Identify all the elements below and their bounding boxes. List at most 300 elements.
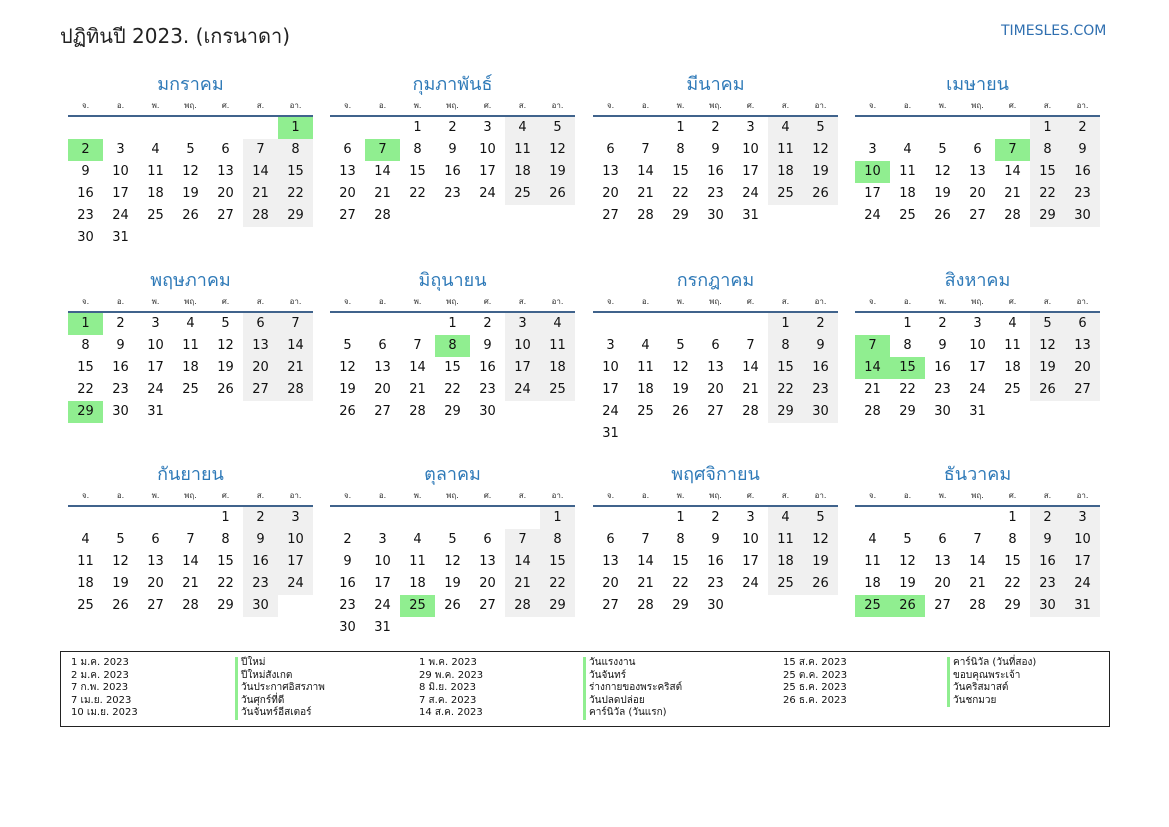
day-cell: 29 — [217, 598, 234, 613]
day-cell: 21 — [742, 382, 759, 397]
day-cell: 31 — [742, 208, 759, 223]
day-cell: 14 — [969, 554, 986, 569]
day-cell: 24 — [864, 208, 881, 223]
day-cell: 20 — [1065, 357, 1100, 379]
weekday-label: อ. — [116, 491, 125, 500]
day-cell: 27 — [1065, 379, 1100, 401]
day-cell: 3 — [151, 316, 160, 331]
day-cell: 16 — [1065, 161, 1100, 183]
day-cell: 17 — [278, 551, 313, 573]
weekday-label: ศ. — [483, 101, 492, 110]
empty-cell — [995, 117, 1030, 139]
holiday-name: ร่างกายของพระคริสต์ — [583, 682, 682, 695]
day-cell: 6 — [606, 142, 615, 157]
day-cell: 13 — [1065, 335, 1100, 357]
day-cell: 11 — [899, 164, 916, 179]
holiday-name: ขอบคุณพระเจ้า — [947, 670, 1020, 683]
holiday-date: 29 พ.ค. 2023 — [419, 669, 484, 681]
day-grid — [330, 117, 575, 227]
day-cell: 20 — [602, 576, 619, 591]
day-cell: 10 — [742, 532, 759, 547]
weekday-label: พ. — [413, 101, 422, 110]
day-cell: 27 — [707, 404, 724, 419]
day-cell: 2 — [448, 120, 457, 135]
holiday-legend — [60, 651, 1110, 727]
empty-cell — [365, 507, 400, 529]
empty-cell — [593, 117, 628, 139]
day-cell: 10 — [479, 142, 496, 157]
legend-row — [71, 707, 325, 720]
day-cell: 30 — [707, 598, 724, 613]
day-cell: 23 — [707, 576, 724, 591]
holiday-day-cell: 25 — [400, 595, 435, 617]
day-cell: 25 — [77, 598, 94, 613]
holiday-name: วันจันทร์อีสเตอร์ — [235, 707, 312, 720]
weekday-label: จ. — [343, 101, 352, 110]
day-cell: 19 — [803, 551, 838, 573]
day-cell: 17 — [479, 164, 496, 179]
day-cell: 7 — [186, 532, 195, 547]
day-cell: 28 — [505, 595, 540, 617]
day-cell: 7 — [278, 313, 313, 335]
day-cell: 20 — [374, 382, 391, 397]
month-block — [855, 267, 1100, 423]
day-cell: 11 — [505, 139, 540, 161]
weekday-label: ส. — [1043, 101, 1052, 110]
holiday-day-cell: 1 — [278, 117, 313, 139]
holiday-name: คาร์นิวัล (วันที่สอง) — [947, 657, 1036, 670]
holiday-date: 7 เม.ย. 2023 — [71, 694, 132, 706]
day-cell: 22 — [217, 576, 234, 591]
holiday-date: 1 พ.ค. 2023 — [419, 657, 477, 668]
legend-row — [783, 670, 1036, 683]
empty-cell — [925, 117, 960, 139]
day-cell: 7 — [746, 338, 755, 353]
day-cell: 30 — [803, 401, 838, 423]
day-grid — [68, 313, 313, 423]
holiday-date: 26 ธ.ค. 2023 — [783, 694, 847, 706]
page-title: ปฏิทินปี 2023. (เกรนาดา) — [60, 24, 291, 48]
day-cell: 7 — [641, 142, 650, 157]
day-cell: 13 — [339, 164, 356, 179]
weekday-label: พฤ. — [184, 491, 197, 500]
day-cell: 1 — [221, 510, 230, 525]
day-cell: 25 — [540, 379, 575, 401]
weekday-label: ศ. — [483, 491, 492, 500]
day-cell: 11 — [1004, 338, 1021, 353]
day-cell: 20 — [602, 186, 619, 201]
day-cell: 2 — [116, 316, 125, 331]
day-cell: 5 — [221, 316, 230, 331]
day-cell: 28 — [969, 598, 986, 613]
day-cell: 31 — [1065, 595, 1100, 617]
holiday-day-cell: 10 — [855, 161, 890, 183]
day-cell: 31 — [147, 404, 164, 419]
day-cell: 11 — [147, 164, 164, 179]
holiday-day-cell: 1 — [68, 313, 103, 335]
day-cell: 31 — [374, 620, 391, 635]
day-cell: 30 — [479, 404, 496, 419]
day-cell: 3 — [868, 142, 877, 157]
day-cell: 4 — [768, 117, 803, 139]
weekday-header — [68, 489, 313, 505]
day-cell: 19 — [672, 382, 689, 397]
day-cell: 15 — [1030, 161, 1065, 183]
day-cell: 31 — [969, 404, 986, 419]
day-cell: 1 — [448, 316, 457, 331]
day-cell: 22 — [409, 186, 426, 201]
day-cell: 20 — [934, 576, 951, 591]
month-name: กรกฎาคม — [676, 270, 755, 291]
weekday-label: อา. — [551, 297, 564, 306]
day-cell: 27 — [147, 598, 164, 613]
day-cell: 10 — [505, 335, 540, 357]
weekday-label: อา. — [1076, 101, 1089, 110]
day-cell: 8 — [676, 532, 685, 547]
day-cell: 15 — [672, 164, 689, 179]
day-cell: 28 — [243, 205, 278, 227]
day-cell: 4 — [413, 532, 422, 547]
day-cell: 9 — [243, 529, 278, 551]
day-cell: 11 — [77, 554, 94, 569]
day-cell: 5 — [186, 142, 195, 157]
day-cell: 22 — [768, 379, 803, 401]
day-cell: 4 — [1008, 316, 1017, 331]
weekday-header — [855, 99, 1100, 115]
legend-row — [783, 657, 1036, 670]
day-cell: 9 — [711, 142, 720, 157]
month-name: มกราคม — [157, 74, 224, 95]
day-cell: 4 — [151, 142, 160, 157]
day-cell: 2 — [803, 313, 838, 335]
day-cell: 12 — [444, 554, 461, 569]
day-grid — [330, 313, 575, 423]
holiday-date: 2 ม.ค. 2023 — [71, 669, 129, 681]
day-cell: 18 — [409, 576, 426, 591]
day-cell: 27 — [479, 598, 496, 613]
day-cell: 21 — [864, 382, 881, 397]
weekday-label: ส. — [781, 297, 790, 306]
day-cell: 1 — [676, 510, 685, 525]
day-cell: 28 — [742, 404, 759, 419]
holiday-name: วันปลดปล่อย — [583, 695, 645, 708]
day-cell: 20 — [969, 186, 986, 201]
weekday-label: พ. — [151, 297, 160, 306]
legend-row — [419, 682, 682, 695]
day-cell: 10 — [602, 360, 619, 375]
month-name: พฤศจิกายน — [671, 464, 760, 485]
month-block — [68, 71, 313, 249]
empty-cell — [400, 313, 435, 335]
day-cell: 23 — [444, 186, 461, 201]
day-cell: 4 — [505, 117, 540, 139]
day-cell: 26 — [672, 404, 689, 419]
day-cell: 11 — [864, 554, 881, 569]
weekday-label: จ. — [606, 297, 615, 306]
day-cell: 23 — [479, 382, 496, 397]
weekday-label: พฤ. — [709, 491, 722, 500]
day-cell: 10 — [112, 164, 129, 179]
empty-cell — [628, 313, 663, 335]
day-cell: 5 — [803, 117, 838, 139]
day-grid — [593, 313, 838, 445]
day-cell: 24 — [969, 382, 986, 397]
day-cell: 29 — [672, 598, 689, 613]
weekday-label: จ. — [81, 101, 90, 110]
day-cell: 12 — [803, 529, 838, 551]
weekday-label: ส. — [781, 101, 790, 110]
empty-cell — [890, 117, 925, 139]
day-cell: 10 — [147, 338, 164, 353]
weekday-label: อ. — [378, 491, 387, 500]
weekday-label: อ. — [903, 491, 912, 500]
day-cell: 4 — [903, 142, 912, 157]
empty-cell — [855, 507, 890, 529]
empty-cell — [330, 313, 365, 335]
holiday-name: วันแรงงาน — [583, 657, 635, 670]
day-cell: 28 — [182, 598, 199, 613]
weekday-label: ศ. — [221, 297, 230, 306]
legend-row — [783, 682, 1036, 695]
day-grid — [855, 117, 1100, 227]
day-cell: 23 — [1030, 573, 1065, 595]
day-cell: 31 — [602, 426, 619, 441]
empty-cell — [68, 117, 103, 139]
day-cell: 16 — [339, 576, 356, 591]
day-cell: 13 — [243, 335, 278, 357]
empty-cell — [628, 507, 663, 529]
day-cell: 3 — [278, 507, 313, 529]
empty-cell — [960, 117, 995, 139]
day-cell: 24 — [374, 598, 391, 613]
month-block — [593, 461, 838, 617]
weekday-label: อา. — [289, 297, 302, 306]
day-cell: 15 — [672, 554, 689, 569]
day-cell: 3 — [973, 316, 982, 331]
weekday-label: พฤ. — [446, 297, 459, 306]
day-cell: 27 — [243, 379, 278, 401]
weekday-label: ส. — [256, 491, 265, 500]
day-cell: 28 — [409, 404, 426, 419]
day-cell: 3 — [1065, 507, 1100, 529]
day-cell: 17 — [864, 186, 881, 201]
legend-row — [419, 657, 682, 670]
day-cell: 7 — [505, 529, 540, 551]
weekday-label: ศ. — [483, 297, 492, 306]
day-cell: 6 — [483, 532, 492, 547]
day-cell: 28 — [1004, 208, 1021, 223]
day-cell: 28 — [864, 404, 881, 419]
day-cell: 27 — [602, 598, 619, 613]
day-cell: 17 — [742, 554, 759, 569]
month-name: กันยายน — [157, 464, 224, 485]
empty-cell — [173, 507, 208, 529]
day-cell: 8 — [221, 532, 230, 547]
day-cell: 21 — [637, 186, 654, 201]
day-cell: 12 — [112, 554, 129, 569]
day-cell: 16 — [112, 360, 129, 375]
day-cell: 9 — [116, 338, 125, 353]
holiday-name: วันชกมวย — [947, 695, 996, 708]
day-cell: 12 — [182, 164, 199, 179]
day-cell: 14 — [409, 360, 426, 375]
day-cell: 19 — [899, 576, 916, 591]
empty-cell — [733, 313, 768, 335]
day-cell: 23 — [243, 573, 278, 595]
holiday-day-cell: 7 — [855, 335, 890, 357]
day-cell: 1 — [1008, 510, 1017, 525]
day-cell: 13 — [374, 360, 391, 375]
weekday-label: อา. — [289, 101, 302, 110]
day-grid — [330, 507, 575, 639]
weekday-label: จ. — [343, 297, 352, 306]
month-name: ตุลาคม — [424, 464, 481, 485]
day-cell: 23 — [707, 186, 724, 201]
holiday-date: 10 เม.ย. 2023 — [71, 707, 138, 719]
day-cell: 9 — [343, 554, 352, 569]
empty-cell — [890, 507, 925, 529]
weekday-label: อา. — [814, 297, 827, 306]
day-cell: 1 — [540, 507, 575, 529]
day-cell: 28 — [374, 208, 391, 223]
day-cell: 3 — [378, 532, 387, 547]
empty-cell — [470, 507, 505, 529]
day-cell: 24 — [505, 379, 540, 401]
day-cell: 4 — [540, 313, 575, 335]
empty-cell — [960, 507, 995, 529]
day-cell: 4 — [641, 338, 650, 353]
day-cell: 24 — [602, 404, 619, 419]
day-cell: 8 — [540, 529, 575, 551]
weekday-label: พฤ. — [446, 101, 459, 110]
day-cell: 12 — [1030, 335, 1065, 357]
empty-cell — [243, 117, 278, 139]
day-cell: 26 — [444, 598, 461, 613]
weekday-label: อา. — [1076, 491, 1089, 500]
day-cell: 1 — [676, 120, 685, 135]
site-link[interactable]: TIMESLES.COM — [1001, 23, 1107, 39]
day-cell: 23 — [803, 379, 838, 401]
day-cell: 15 — [768, 357, 803, 379]
weekday-label: พ. — [938, 297, 947, 306]
day-cell: 3 — [505, 313, 540, 335]
day-cell: 29 — [278, 205, 313, 227]
day-cell: 21 — [637, 576, 654, 591]
weekday-header — [593, 99, 838, 115]
holiday-day-cell: 25 — [855, 595, 890, 617]
day-cell: 22 — [1030, 183, 1065, 205]
holiday-name: วันประกาศอิสรภาพ — [235, 682, 325, 695]
day-cell: 3 — [746, 510, 755, 525]
weekday-label: ศ. — [1008, 297, 1017, 306]
day-cell: 29 — [768, 401, 803, 423]
day-cell: 28 — [278, 379, 313, 401]
holiday-day-cell: 29 — [68, 401, 103, 423]
weekday-label: พฤ. — [971, 491, 984, 500]
holiday-date: 25 ต.ค. 2023 — [783, 669, 848, 681]
day-cell: 6 — [243, 313, 278, 335]
weekday-label: พ. — [151, 101, 160, 110]
month-name: มิถุนายน — [418, 270, 487, 291]
weekday-label: อา. — [289, 491, 302, 500]
weekday-label: ศ. — [221, 491, 230, 500]
holiday-name: วันคริสมาสต์ — [947, 682, 1008, 695]
day-cell: 22 — [672, 186, 689, 201]
month-block — [593, 71, 838, 227]
day-cell: 26 — [1030, 379, 1065, 401]
day-cell: 26 — [339, 404, 356, 419]
weekday-label: อ. — [903, 297, 912, 306]
day-cell: 5 — [448, 532, 457, 547]
weekday-label: พฤ. — [971, 297, 984, 306]
legend-row — [71, 682, 325, 695]
weekday-header — [593, 295, 838, 311]
holiday-date: 1 ม.ค. 2023 — [71, 657, 129, 668]
day-cell: 2 — [343, 532, 352, 547]
day-grid — [593, 507, 838, 617]
day-grid — [68, 507, 313, 617]
month-block — [855, 461, 1100, 617]
weekday-label: อ. — [116, 101, 125, 110]
day-cell: 6 — [711, 338, 720, 353]
day-cell: 8 — [903, 338, 912, 353]
weekday-label: พฤ. — [971, 101, 984, 110]
day-cell: 17 — [112, 186, 129, 201]
day-cell: 27 — [217, 208, 234, 223]
holiday-name: ปีใหม่ — [235, 657, 265, 670]
day-cell: 2 — [1030, 507, 1065, 529]
empty-cell — [208, 117, 243, 139]
weekday-label: จ. — [81, 297, 90, 306]
day-cell: 19 — [339, 382, 356, 397]
day-cell: 23 — [339, 598, 356, 613]
legend-row — [419, 695, 682, 708]
day-cell: 4 — [768, 507, 803, 529]
day-cell: 14 — [278, 335, 313, 357]
day-cell: 1 — [903, 316, 912, 331]
month-block — [68, 461, 313, 617]
day-cell: 21 — [243, 183, 278, 205]
weekday-header — [68, 295, 313, 311]
day-cell: 26 — [112, 598, 129, 613]
day-cell: 13 — [707, 360, 724, 375]
day-cell: 27 — [969, 208, 986, 223]
day-cell: 13 — [217, 164, 234, 179]
day-cell: 26 — [217, 382, 234, 397]
holiday-day-cell: 14 — [855, 357, 890, 379]
empty-cell — [103, 507, 138, 529]
weekday-label: ส. — [256, 297, 265, 306]
empty-cell — [103, 117, 138, 139]
day-cell: 5 — [116, 532, 125, 547]
empty-cell — [505, 507, 540, 529]
day-cell: 5 — [540, 117, 575, 139]
day-cell: 15 — [409, 164, 426, 179]
day-cell: 24 — [147, 382, 164, 397]
day-cell: 21 — [505, 573, 540, 595]
day-cell: 30 — [339, 620, 356, 635]
weekday-label: ส. — [1043, 491, 1052, 500]
day-cell: 21 — [182, 576, 199, 591]
day-cell: 21 — [278, 357, 313, 379]
day-cell: 27 — [934, 598, 951, 613]
weekday-label: ส. — [1043, 297, 1052, 306]
month-block — [330, 71, 575, 227]
empty-cell — [138, 117, 173, 139]
weekday-label: จ. — [868, 101, 877, 110]
day-cell: 6 — [973, 142, 982, 157]
day-cell: 1 — [1030, 117, 1065, 139]
